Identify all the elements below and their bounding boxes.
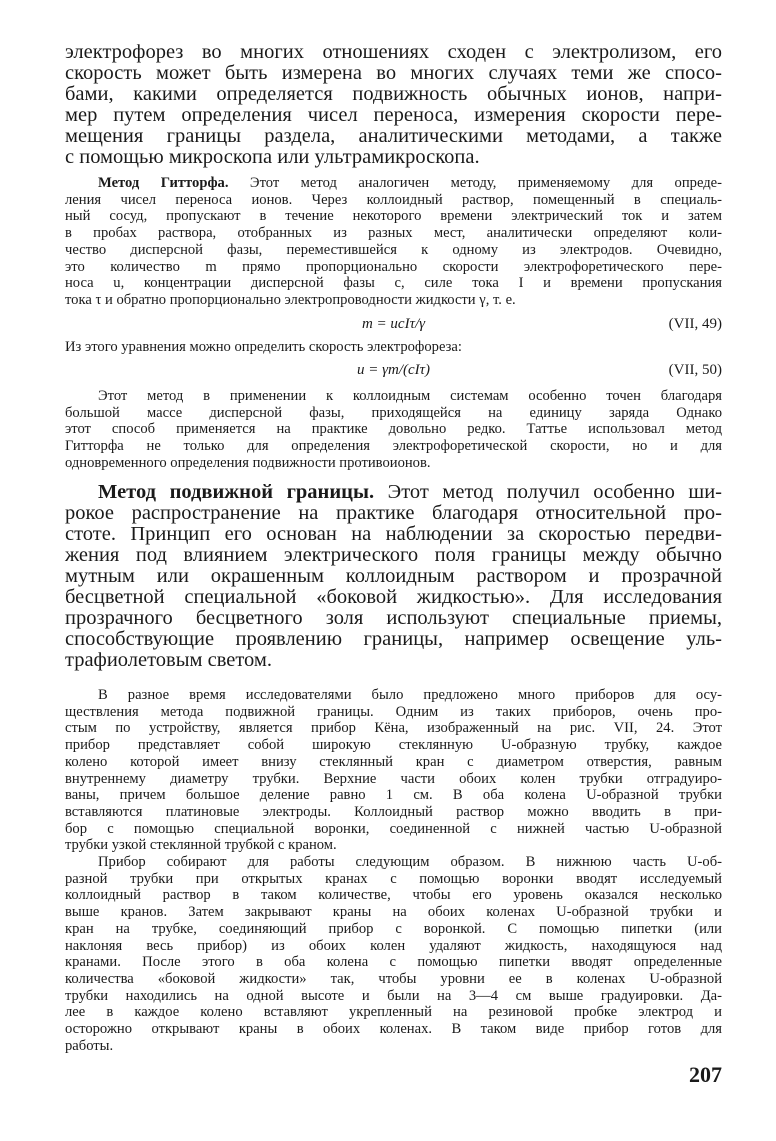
text-line-content: мутным или окрашенным коллоидным раствором и прозрачной xyxy=(65,565,722,587)
text-line xyxy=(65,438,722,455)
text-line xyxy=(65,804,722,821)
text-line xyxy=(65,587,722,608)
page-number: 207 xyxy=(689,1062,722,1087)
text-line xyxy=(65,687,722,704)
text-line xyxy=(65,821,722,838)
text-line-content: наклоняя весь прибор) из обоих колен удаляют жидкость, находящуюся над xyxy=(65,937,722,954)
text-line xyxy=(65,421,722,438)
text-line xyxy=(65,105,722,126)
text-line xyxy=(65,704,722,721)
text-line xyxy=(65,871,722,888)
text-line xyxy=(65,904,722,921)
text-line xyxy=(65,292,722,309)
text-line xyxy=(65,339,722,356)
text-line-content: лее в каждое колено вставляют укрепленный на резиновой пробке электрод и xyxy=(65,1004,722,1021)
text-line-content: скорость может быть измерена во многих случаях теми же спосо- xyxy=(65,62,722,84)
text-line-content: прибор представляет собой широкую стеклянную U-образную трубку, каждое xyxy=(65,737,722,754)
text-line-content: этот способ применяется на практике довольно редко. Таттье использовал метод xyxy=(65,421,722,438)
text-line xyxy=(65,275,722,292)
text-line xyxy=(65,954,722,971)
text-line-content: работы. xyxy=(65,1037,114,1054)
text-line xyxy=(65,771,722,788)
text-line-content: ществления метода подвижной границы. Одним из таких приборов, очень про- xyxy=(65,703,722,720)
text-line xyxy=(65,854,722,871)
text-line xyxy=(65,147,722,168)
text-line xyxy=(65,192,722,209)
text-line xyxy=(65,566,722,587)
text-line xyxy=(65,208,722,225)
text-line-content: в пробах раствора, отобранных из разных мест, аналитически определяют коли- xyxy=(65,225,722,242)
text-line-content: трубки узкой стеклянной трубкой с краном. xyxy=(65,837,337,854)
text-line xyxy=(65,84,722,105)
text-line-content: трафиолетовым светом. xyxy=(65,649,273,671)
paragraph-hittorf-application xyxy=(65,388,722,472)
text-line-content: тока τ и обратно пропорционально электропроводности жидкости γ, т. е. xyxy=(65,291,516,308)
text-line xyxy=(65,887,722,904)
text-line-content: количества «боковой жидкости» так, чтобы уровни ее в коленах U-образной xyxy=(65,970,722,987)
text-line-content: Прибор собирают для работы следующим образом. В нижнюю часть U-об- xyxy=(98,854,722,871)
text-line-content: мер путем определения чисел переноса, измерения скорости пере- xyxy=(65,104,722,126)
text-line xyxy=(65,629,722,650)
text-line-content: Этот метод получил особенно ши- xyxy=(374,481,722,503)
paragraph-assembly xyxy=(65,854,722,1054)
text-line xyxy=(65,938,722,955)
text-line-content: разной трубки при открытых кранах с помощью воронки вводят исследуемый xyxy=(65,870,722,887)
paragraph-moving-boundary-method xyxy=(65,482,722,671)
text-line-content: прозрачного бесцветного золя используют специальные приемы, xyxy=(65,607,722,629)
text-line xyxy=(65,455,722,472)
text-line-content: кранами. После этого в оба колена с помощью пипетки вводят определенные xyxy=(65,954,722,971)
text-line-content: с помощью микроскопа или ультрамикроскопа. xyxy=(65,146,480,168)
text-line-content: это количество m прямо пропорционально скорости электрофоретического пере- xyxy=(65,258,722,275)
text-line-content: мещения границы раздела, аналитическими методами, а также xyxy=(65,125,722,147)
text-line-content: ваны, причем большое деление равно 1 см. В оба колена U-образной трубки xyxy=(65,787,722,804)
text-line-content: чество дисперсной фазы, переместившейся к одному из электродов. Очевидно, xyxy=(65,241,722,258)
text-line-content: жения под влиянием электрического поля границы между обычно xyxy=(65,544,722,566)
text-line-content: осторожно открывают краны в обоих коленах. В таком виде прибор готов для xyxy=(65,1021,722,1038)
text-line xyxy=(65,837,722,854)
paragraph-from-equation xyxy=(65,339,722,356)
text-line xyxy=(65,1021,722,1038)
equation-number: (VII, 50) xyxy=(668,362,722,378)
text-line-content: стоте. Принцип его основан на наблюдении за скоростью передви- xyxy=(65,523,722,545)
text-line xyxy=(65,482,722,503)
text-line xyxy=(65,1038,722,1055)
text-line-content: стым по устройству, является прибор Кёна, изображенный на рис. VII, 24. Этот xyxy=(65,720,722,737)
text-line xyxy=(65,242,722,259)
text-line xyxy=(65,1004,722,1021)
text-line xyxy=(65,720,722,737)
text-line xyxy=(65,754,722,771)
text-line xyxy=(65,405,722,422)
text-line xyxy=(65,737,722,754)
text-line-content: бор с помощью специальной воронки, соединенной с нижней частью U-образной xyxy=(65,820,722,837)
equation-expression: u = γm/(cIτ) xyxy=(356,362,431,378)
paragraphs-devices xyxy=(65,687,722,1054)
text-line-content: большой массе дисперсной фазы, приходящейся на единицу заряда Однако xyxy=(65,404,722,421)
paragraph-heading: Метод подвижной границы. xyxy=(98,481,375,503)
text-line-content: В разное время исследователями было предложено много приборов для осу- xyxy=(98,687,722,703)
text-line xyxy=(65,988,722,1005)
text-line-content: способствующие проявлению границы, например освещение уль- xyxy=(65,628,722,650)
text-line xyxy=(65,388,722,405)
text-line xyxy=(65,608,722,629)
paragraph-devices xyxy=(65,687,722,854)
text-line xyxy=(65,503,722,524)
text-line xyxy=(65,921,722,938)
equation-expression: m = ucIτ/γ xyxy=(361,316,426,332)
text-line-content: трубки находились на одной высоте и были на 3—4 см выше градуировки. Да- xyxy=(65,987,722,1004)
equation-number: (VII, 49) xyxy=(668,316,722,332)
text-line-content: кран на трубке, соединяющий прибор с воронкой. С помощью пипетки (или xyxy=(65,920,722,937)
text-line-content: рокое распространение на практике благодаря относительной про- xyxy=(65,502,722,524)
text-line xyxy=(65,259,722,276)
paragraph-heading: Метод Гитторфа. xyxy=(98,175,229,191)
text-line-content: Гитторфа не только для определения электрофоретической скорости, но и для xyxy=(65,438,722,455)
text-line xyxy=(65,42,722,63)
text-line-content: колено которой имеет внизу стеклянный кран с диаметром отверстия, равным xyxy=(65,753,722,770)
text-line-content: коллоидный раствор в таком количестве, чтобы его уровень оказался несколько xyxy=(65,887,722,904)
text-line-content: электрофорез во многих отношениях сходен с электролизом, его xyxy=(65,41,722,63)
text-line-content: бесцветной специальной «боковой жидкостью». Для исследования xyxy=(65,586,722,608)
text-line-content: ный сосуд, пропускают в течение некоторого времени электрический ток и затем xyxy=(65,208,722,225)
text-line xyxy=(65,545,722,566)
text-line xyxy=(65,971,722,988)
text-line-content: ления чисел переноса ионов. Через коллоидный раствор, помещенный в специаль- xyxy=(65,191,722,208)
paragraph-intro xyxy=(65,42,722,168)
text-line xyxy=(65,225,722,242)
text-line xyxy=(65,787,722,804)
text-line-content: Этот метод аналогичен методу, применяемому для опреде- xyxy=(228,175,722,191)
text-line xyxy=(65,175,722,192)
text-line xyxy=(65,126,722,147)
text-line-content: носа u, концентрации дисперсной фазы c, силе тока I и времени пропускания xyxy=(65,275,722,292)
text-line-content: выше кранов. Затем закрывают краны на обоих коленах U-образной трубки и xyxy=(65,904,722,921)
equation-vii-50 xyxy=(65,362,722,379)
paragraph-hittorf-method xyxy=(65,175,722,309)
text-line-content: внутреннему диаметру трубки. Верхние части обоих колен трубки отградуиро- xyxy=(65,770,722,787)
text-line-content: одновременного определения подвижности противоионов. xyxy=(65,454,431,471)
text-line xyxy=(65,63,722,84)
text-line xyxy=(65,650,722,671)
text-line-content: бами, какими определяется подвижность обычных ионов, напри- xyxy=(65,83,722,105)
text-line xyxy=(65,524,722,545)
text-line-content: Из этого уравнения можно определить скорость электрофореза: xyxy=(65,339,462,355)
equation-vii-49 xyxy=(65,316,722,333)
text-line-content: вставляются платиновые электроды. Коллоидный раствор можно вводить в при- xyxy=(65,803,722,820)
text-line-content: Этот метод в применении к коллоидным системам особенно точен благодаря xyxy=(98,388,722,404)
